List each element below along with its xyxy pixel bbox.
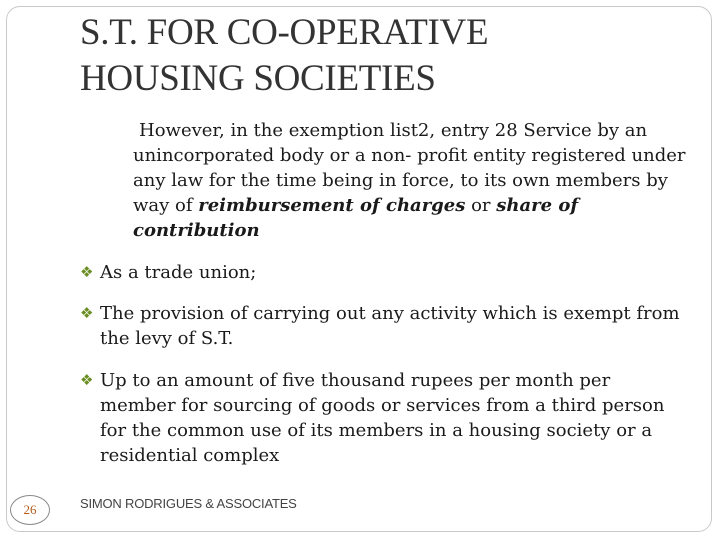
intro-emphasis-contribution: share of contribution	[133, 195, 579, 241]
page-number: 26	[10, 495, 50, 525]
intro-emphasis-reimbursement: reimbursement of charges	[198, 195, 466, 216]
intro-connector: or	[465, 195, 497, 216]
intro-text: However, in the exemption list2, entry 28 Service by an unincorporated body or a non- profit entity registered under any law for the time being in force, to its own members by way of	[133, 120, 686, 216]
diamond-bullet-icon: ❖	[80, 371, 94, 389]
bullet-item	[80, 301, 680, 351]
intro-paragraph	[133, 118, 693, 243]
bullet-text: As a trade union;	[100, 262, 257, 283]
bullet-item	[80, 368, 680, 468]
diamond-bullet-icon: ❖	[80, 263, 94, 281]
footer-text: SIMON RODRIGUES & ASSOCIATES	[80, 496, 297, 511]
slide-title	[80, 10, 680, 102]
diamond-bullet-icon: ❖	[80, 304, 94, 322]
bullet-item	[80, 260, 680, 285]
title-line-2: HOUSING SOCIETIES	[80, 58, 436, 99]
bullet-text: The provision of carrying out any activity which is exempt from the levy of S.T.	[100, 303, 680, 349]
bullet-text: Up to an amount of five thousand rupees per month per member for sourcing of goods or services from a third person for the common use of its members in a housing society or a residential complex	[100, 370, 665, 466]
title-line-1: S.T. FOR CO-OPERATIVE	[80, 12, 489, 53]
